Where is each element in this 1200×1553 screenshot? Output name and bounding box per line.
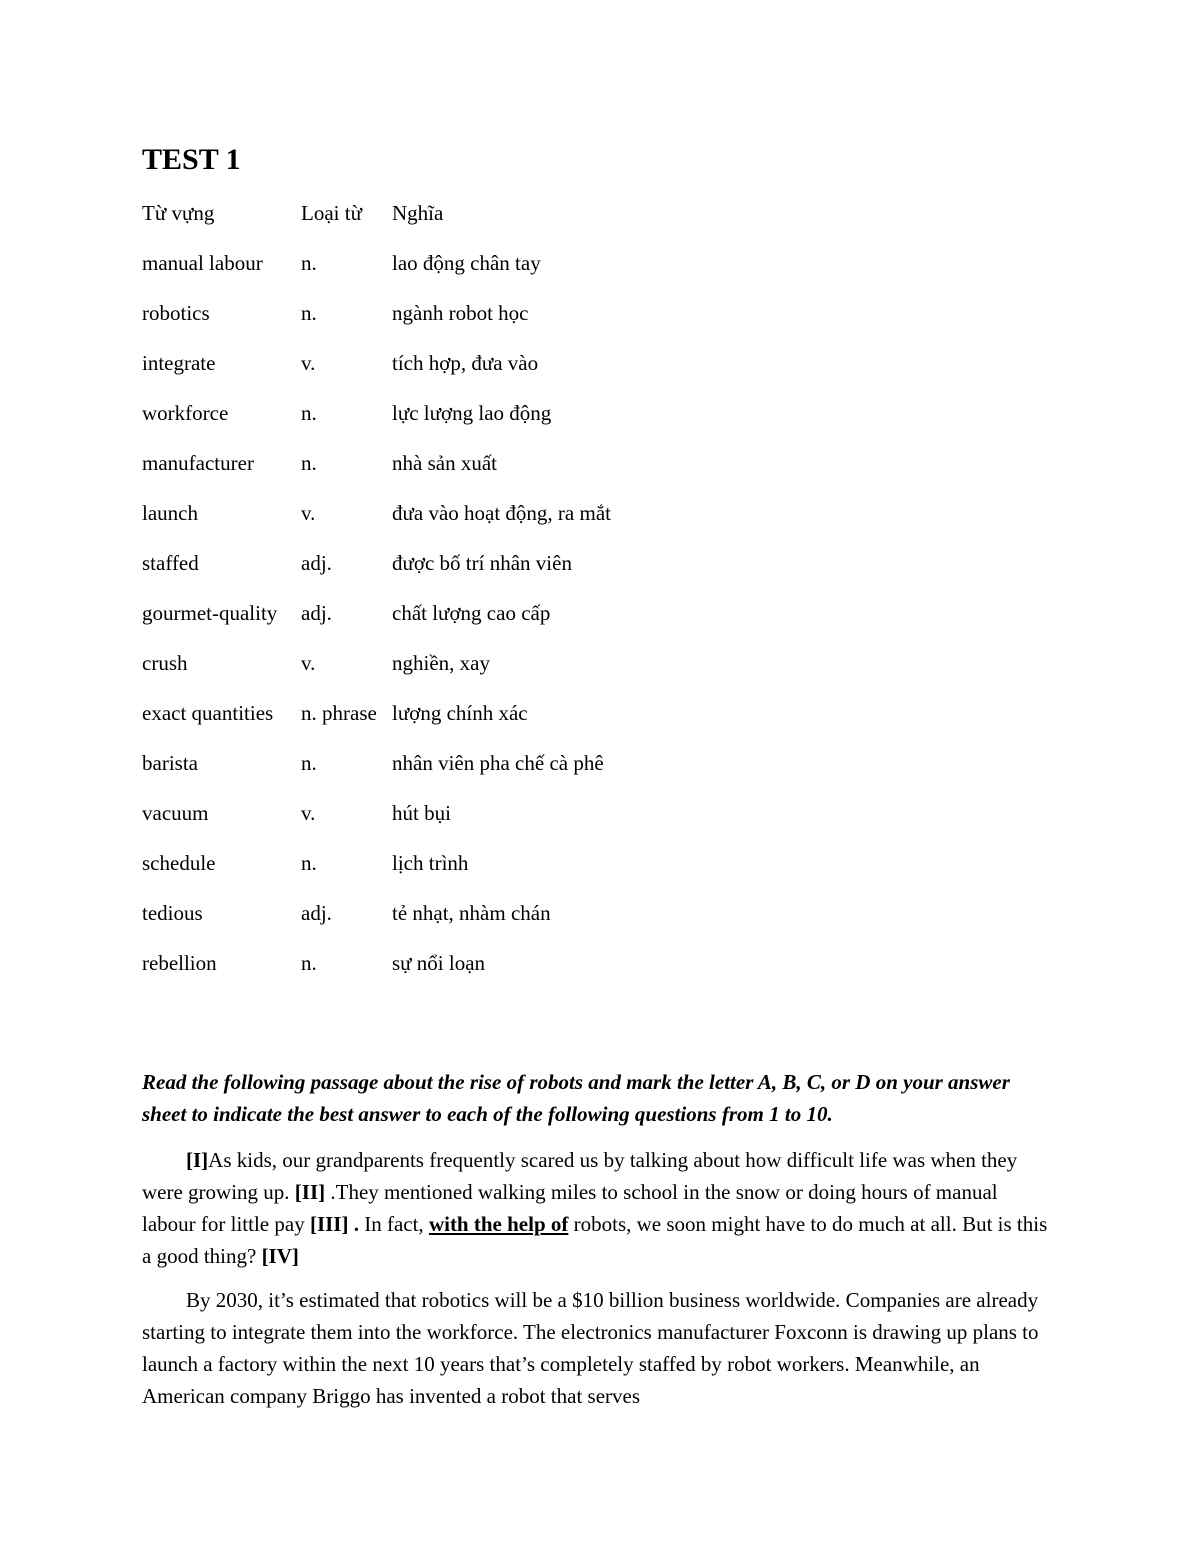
- passage-text: In fact,: [358, 1212, 429, 1236]
- vocab-type: v.: [301, 650, 316, 675]
- table-row: [142, 338, 611, 388]
- table-row: [142, 488, 611, 538]
- position-marker-iii: [III] .: [309, 1212, 359, 1236]
- vocab-meaning: hút bụi: [392, 800, 451, 825]
- header-meaning: Nghĩa: [392, 200, 444, 225]
- vocab-word: manufacturer: [142, 450, 254, 475]
- header-word: Từ vựng: [142, 200, 215, 225]
- vocab-type: adj.: [301, 600, 332, 625]
- passage-text: robots, we soon might have to do much at all. But is this a good thing?: [142, 1212, 1048, 1268]
- vocab-type: n.: [301, 300, 317, 325]
- vocab-meaning: được bố trí nhân viên: [392, 550, 572, 575]
- vocab-type: n.: [301, 400, 317, 425]
- vocab-type: n. phrase: [301, 700, 377, 725]
- vocab-type: n.: [301, 750, 317, 775]
- table-row: [142, 588, 611, 638]
- vocab-word: robotics: [142, 300, 210, 325]
- vocab-meaning: lịch trình: [392, 850, 469, 875]
- passage-paragraph-1: [142, 1144, 1052, 1272]
- vocab-meaning: tẻ nhạt, nhàm chán: [392, 900, 551, 925]
- vocab-meaning: ngành robot học: [392, 300, 529, 325]
- vocab-type: n.: [301, 850, 317, 875]
- table-row: [142, 438, 611, 488]
- vocab-type: adj.: [301, 900, 332, 925]
- passage-text: As kids, our grandparents frequently scared us by talking about how difficult life was when they were growing up.: [142, 1148, 1018, 1204]
- vocab-meaning: lao động chân tay: [392, 250, 541, 275]
- table-row: [142, 888, 611, 938]
- vocab-meaning: sự nổi loạn: [392, 950, 486, 975]
- vocab-meaning: nhà sản xuất: [392, 450, 497, 475]
- vocab-word: gourmet-quality: [142, 600, 278, 625]
- vocab-type: v.: [301, 800, 316, 825]
- table-row: [142, 388, 611, 438]
- reading-passage: [142, 1144, 1052, 1412]
- table-row: [142, 288, 611, 338]
- vocab-word: tedious: [142, 900, 203, 925]
- table-row: [142, 738, 611, 788]
- vocabulary-header-row: [142, 188, 611, 238]
- vocab-word: integrate: [142, 350, 216, 375]
- table-row: [142, 688, 611, 738]
- vocab-type: v.: [301, 350, 316, 375]
- vocab-word: manual labour: [142, 250, 263, 275]
- table-row: [142, 938, 611, 988]
- table-row: [142, 838, 611, 888]
- header-word-type: Loại từ: [301, 200, 362, 225]
- vocab-type: v.: [301, 500, 316, 525]
- vocab-word: exact quantities: [142, 700, 274, 725]
- position-marker-iv: [IV]: [261, 1244, 299, 1268]
- position-marker-ii: [II]: [294, 1180, 326, 1204]
- passage-text: .They mentioned walking miles to school in the snow or doing hours of manual labour for little pay: [142, 1180, 998, 1236]
- vocab-meaning: nhân viên pha chế cà phê: [392, 750, 604, 775]
- vocab-meaning: chất lượng cao cấp: [392, 600, 551, 625]
- vocabulary-table: [142, 188, 611, 988]
- vocab-type: n.: [301, 450, 317, 475]
- highlighted-phrase: with the help of: [428, 1212, 569, 1236]
- vocab-word: schedule: [142, 850, 216, 875]
- vocab-type: adj.: [301, 550, 332, 575]
- vocab-word: crush: [142, 650, 188, 675]
- table-row: [142, 788, 611, 838]
- vocab-meaning: tích hợp, đưa vào: [392, 350, 539, 375]
- vocab-meaning: lượng chính xác: [392, 700, 528, 725]
- table-row: [142, 538, 611, 588]
- vocab-word: barista: [142, 750, 198, 775]
- vocab-word: vacuum: [142, 800, 209, 825]
- vocab-word: staffed: [142, 550, 199, 575]
- vocab-word: rebellion: [142, 950, 217, 975]
- vocab-word: launch: [142, 500, 198, 525]
- vocab-meaning: lực lượng lao động: [392, 400, 552, 425]
- vocab-meaning: đưa vào hoạt động, ra mắt: [392, 500, 611, 525]
- table-row: [142, 638, 611, 688]
- vocab-type: n.: [301, 250, 317, 275]
- page-title: TEST 1: [142, 143, 241, 176]
- table-row: [142, 238, 611, 288]
- position-marker-i: [I]: [186, 1148, 209, 1172]
- passage-paragraph-2: By 2030, it’s estimated that robotics will be a $10 billion business worldwide. Companies are already starting to integrate them into the workforce. The electronics manufacturer Foxconn is drawing up plans to launch a factory within the next 10 years that’s completely staffed by robot workers. Meanwhile, an American company Briggo has invented a robot that serves: [142, 1288, 1039, 1408]
- vocab-word: workforce: [142, 400, 229, 425]
- document-page: [142, 138, 1052, 1412]
- reading-instruction: Read the following passage about the rise of robots and mark the letter A, B, C, or D on your answer sheet to indicate the best answer to each of the following questions from 1 to 10.: [142, 1070, 1010, 1126]
- vocab-type: n.: [301, 950, 317, 975]
- vocab-meaning: nghiền, xay: [392, 650, 490, 675]
